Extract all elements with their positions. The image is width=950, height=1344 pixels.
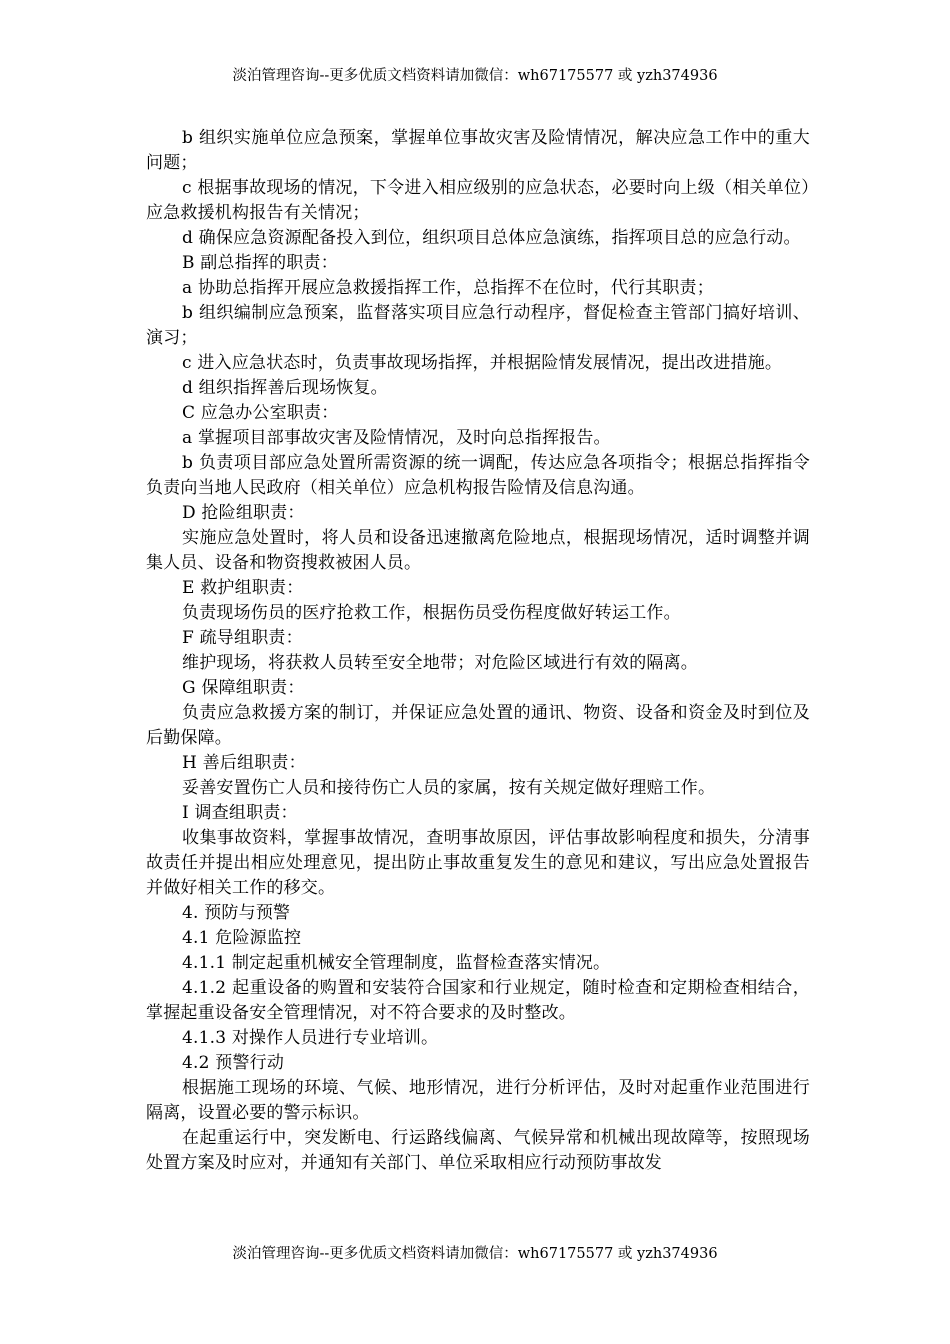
subsection-heading: 4.1 危险源监控 bbox=[182, 928, 302, 948]
page-header: 淡泊管理咨询--更多优质文档资料请加微信：wh67175577 或 yzh374936 bbox=[232, 68, 718, 84]
paragraph: 收集事故资料，掌握事故情况，查明事故原因，评估事故影响程度和损失，分清事故责任并提出相应处理意见，提出防止事故重复发生的意见和建议，写出应急处置报告并做好相关工作的移交。 bbox=[146, 828, 810, 898]
paragraph: 4.1.1 制定起重机械安全管理制度，监督检查落实情况。 bbox=[182, 953, 611, 973]
paragraph: b 组织编制应急预案，监督落实项目应急行动程序，督促检查主管部门搞好培训、演习； bbox=[146, 303, 810, 348]
subsection-heading: 4.2 预警行动 bbox=[182, 1053, 285, 1073]
section-heading: B 副总指挥的职责： bbox=[182, 253, 338, 273]
section-heading: F 疏导组职责： bbox=[182, 628, 303, 648]
section-heading: D 抢险组职责： bbox=[182, 503, 305, 523]
section-heading: 4. 预防与预警 bbox=[182, 903, 291, 923]
paragraph: b 组织实施单位应急预案，掌握单位事故灾害及险情情况，解决应急工作中的重大问题； bbox=[146, 128, 810, 173]
paragraph: 维护现场，将获救人员转至安全地带；对危险区域进行有效的隔离。 bbox=[182, 653, 698, 673]
section-heading: H 善后组职责： bbox=[182, 753, 306, 773]
section-heading: C 应急办公室职责： bbox=[182, 403, 339, 423]
paragraph: 在起重运行中，突发断电、行运路线偏离、气候异常和机械出现故障等，按照现场处置方案及时应对，并通知有关部门、单位采取相应行动预防事故发 bbox=[146, 1128, 810, 1173]
paragraph: c 进入应急状态时，负责事故现场指挥，并根据险情发展情况，提出改进措施。 bbox=[182, 353, 783, 373]
paragraph: a 掌握项目部事故灾害及险情情况，及时向总指挥报告。 bbox=[182, 428, 611, 448]
paragraph: 负责应急救援方案的制订，并保证应急处置的通讯、物资、设备和资金及时到位及后勤保障。 bbox=[146, 703, 810, 748]
section-heading: I 调查组职责： bbox=[182, 803, 298, 823]
paragraph: 4.1.3 对操作人员进行专业培训。 bbox=[182, 1028, 439, 1048]
page-footer: 淡泊管理咨询--更多优质文档资料请加微信：wh67175577 或 yzh374936 bbox=[232, 1246, 718, 1262]
document-body bbox=[146, 126, 810, 1176]
paragraph: d 确保应急资源配备投入到位，组织项目总体应急演练，指挥项目总的应急行动。 bbox=[182, 228, 801, 248]
paragraph: 负责现场伤员的医疗抢救工作，根据伤员受伤程度做好转运工作。 bbox=[182, 603, 681, 623]
paragraph: 根据施工现场的环境、气候、地形情况，进行分析评估，及时对起重作业范围进行隔离，设置必要的警示标识。 bbox=[146, 1078, 810, 1123]
section-heading: E 救护组职责： bbox=[182, 578, 304, 598]
paragraph: 4.1.2 起重设备的购置和安装符合国家和行业规定，随时检查和定期检查相结合，掌握起重设备安全管理情况，对不符合要求的及时整改。 bbox=[146, 978, 810, 1023]
paragraph: a 协助总指挥开展应急救援指挥工作，总指挥不在位时，代行其职责； bbox=[182, 278, 714, 298]
paragraph: c 根据事故现场的情况，下令进入相应级别的应急状态，必要时向上级（相关单位）应急救援机构报告有关情况； bbox=[146, 178, 810, 223]
section-heading: G 保障组职责： bbox=[182, 678, 305, 698]
paragraph: b 负责项目部应急处置所需资源的统一调配，传达应急各项指令；根据总指挥指令负责向当地人民政府（相关单位）应急机构报告险情及信息沟通。 bbox=[146, 453, 810, 498]
paragraph: 实施应急处置时，将人员和设备迅速撤离危险地点，根据现场情况，适时调整并调集人员、设备和物资搜救被困人员。 bbox=[146, 528, 810, 573]
paragraph: 妥善安置伤亡人员和接待伤亡人员的家属，按有关规定做好理赔工作。 bbox=[182, 778, 716, 798]
paragraph: d 组织指挥善后现场恢复。 bbox=[182, 378, 388, 398]
